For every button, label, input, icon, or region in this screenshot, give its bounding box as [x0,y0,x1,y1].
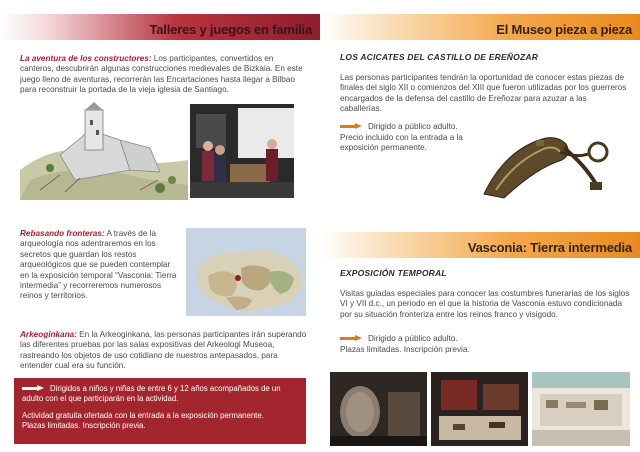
footer-info-box [14,378,306,444]
section2-note-2: Plazas limitadas. Inscripción previa. [340,345,470,354]
map-image [186,228,306,316]
block-fronteras [20,229,178,302]
block-constructores [20,54,308,96]
right-page [320,0,640,452]
section1-heading: LOS ACICATES DEL CASTILLO DE EREÑOZAR [340,52,539,62]
visitors-photo [190,104,294,198]
exhibit-photo-2 [431,372,528,446]
block-text: Los participantes, convertidos en canteros, descubrirán algunas construcciones medievales de Bizkaia. En este juego lleno de aventuras, recorrerán las Encartaciones hasta llegar a Bilbao para reconstruir la portada de la vieja iglesia de Santiago. [20,54,303,95]
block-text: En la Arkeoginkana, las personas participantes irán superando las diferentes pruebas por las salas expositivas del Arkeologi Museoa, rastreando los objetos de uso cotidiano de nuestros antepasados, para entender cual era su función. [20,330,307,371]
exhibit-photo-3 [532,372,630,446]
block-highlight: Rebasando fronteras: [20,229,105,238]
header-museo [320,14,640,40]
block-highlight: La aventura de los constructores: [20,54,152,63]
header-vasconia [320,232,640,258]
exhibit-photo-1 [330,372,427,446]
section2-note-1: Dirigido a público adulto. [340,334,540,344]
block-highlight: Arkeoginkana: [20,330,77,339]
section1-note-2: Precio incluido con la entrada a la exposición permanente. [340,133,463,153]
header-title: Talleres y juegos en familia [149,22,312,37]
footer-line-2: Actividad gratuita ofertada con la entrada a la exposición permanente. [22,411,264,420]
block-text: A través de la arqueología nos adentraremos en los secretos que guardan los restos arqueológicos que se pueden contemplar en la exposición temporal “Vasconia: Tierra intermedia” y recorreremos numerosos reinos y territorios. [20,229,177,301]
section1-text: Las personas participantes tendrán la oportunidad de conocer estas piezas de finales del siglo XII o comienzos del XIII que fueron utilizadas por los guerreros encargados de la defensa del castillo de Ereñozar para azuzar a las caballerías. [340,73,627,114]
header-title: Vasconia: Tierra intermedia [467,240,632,255]
footer-line-1: Dirigidos a niños y niñas de entre 6 y 12 años acompañados de un adulto con el que participarán en la actividad. [22,384,281,403]
arrow-right-icon [22,385,44,392]
header-title: El Museo pieza a pieza [496,22,632,37]
footer-line-3: Plazas limitadas. Inscripción previa. [22,421,146,430]
castle-illustration [20,100,188,200]
section1-note-1: Dirigido a público adulto. [340,122,490,132]
arrow-right-icon [340,335,362,342]
block-arkeoginkana [20,330,308,372]
spur-artifact-image [476,108,626,212]
section2-heading: EXPOSICIÓN TEMPORAL [340,268,447,278]
arrow-right-icon [340,123,362,130]
section2-text: Visitas guiadas especiales para conocer las costumbres funerarias de los siglos VI y VII d.c., un periodo en el que la historia de Vasconia estuvo condicionada por su situación fronteriza entre los reinos franco y visigodo. [340,289,630,319]
header-talleres [0,14,320,40]
